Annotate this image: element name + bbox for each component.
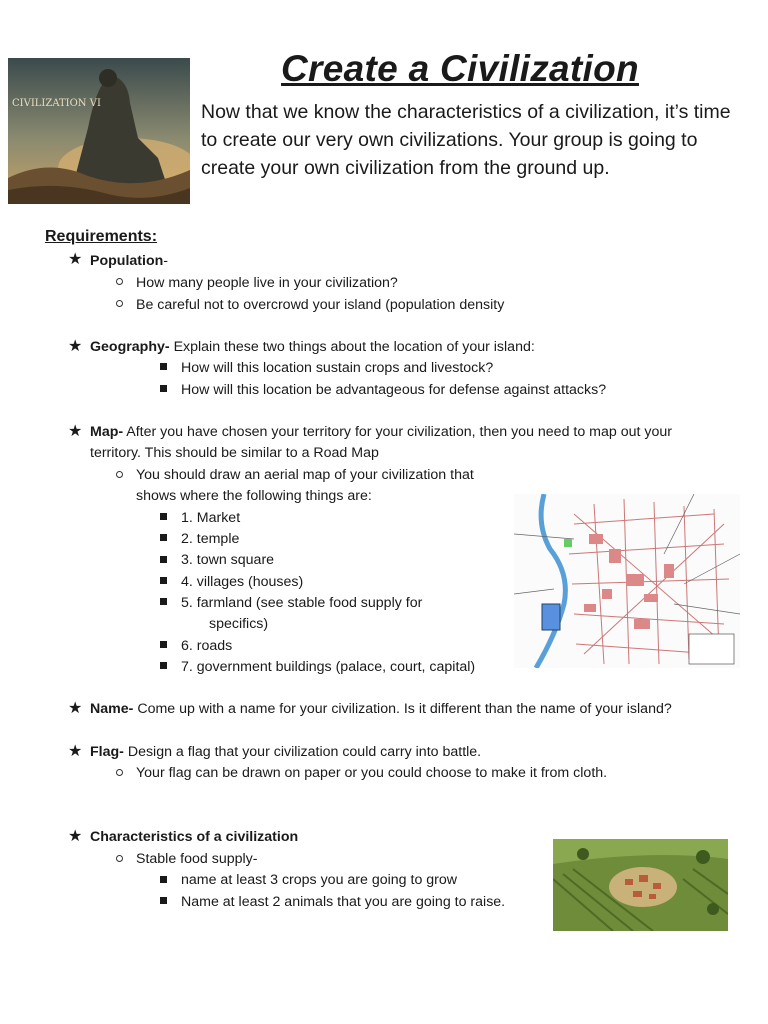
square-bullet-icon: [160, 662, 167, 669]
population-heading: Population-: [90, 253, 169, 269]
map-description-line: territory. This should be similar to a Road Map: [90, 445, 379, 461]
square-bullet-icon: [160, 598, 167, 605]
map-heading: Map- After you have chosen your territory for your civilization, then you need to map out your: [90, 424, 672, 440]
list-item: How will this location sustain crops and livestock?: [181, 360, 494, 376]
square-bullet-icon: [160, 513, 167, 520]
list-item: Name at least 2 animals that you are going to raise.: [181, 894, 506, 910]
list-item: 7. government buildings (palace, court, capital): [181, 659, 476, 675]
list-item: name at least 3 crops you are going to grow: [181, 872, 458, 888]
ancient-city-road-map-image: [514, 494, 740, 668]
characteristics-heading: Characteristics of a civilization: [90, 829, 299, 845]
star-bullet-icon: ★: [68, 423, 83, 440]
list-item: 5. farmland (see stable food supply for: [181, 595, 423, 611]
star-bullet-icon: ★: [68, 743, 83, 760]
list-item: 2. temple: [181, 531, 240, 547]
list-item: 4. villages (houses): [181, 574, 304, 590]
square-bullet-icon: [160, 577, 167, 584]
list-item: Be careful not to overcrowd your island (population density: [136, 297, 505, 313]
square-bullet-icon: [160, 876, 167, 883]
intro-paragraph: Now that we know the characteristics of a civilization, it’s time to create our very own civilizations. Your group is going to create your own civilization from the ground up.: [201, 101, 731, 179]
circle-bullet-icon: [116, 855, 123, 862]
requirements-heading: Requirements:: [45, 228, 158, 245]
list-item: 1. Market: [181, 510, 241, 526]
circle-bullet-icon: [116, 769, 123, 776]
page-title: Create a Civilization: [281, 48, 639, 89]
star-bullet-icon: ★: [68, 338, 83, 355]
flag-heading: Flag- Design a flag that your civilization could carry into battle.: [90, 744, 482, 760]
civilization-vi-cover-image: [8, 58, 190, 204]
list-item: How will this location be advantageous for defense against attacks?: [181, 382, 607, 398]
star-bullet-icon: ★: [68, 700, 83, 717]
list-item: Your flag can be drawn on paper or you could choose to make it from cloth.: [136, 765, 608, 781]
square-bullet-icon: [160, 556, 167, 563]
square-bullet-icon: [160, 385, 167, 392]
name-heading: Name- Come up with a name for your civilization. Is it different than the name of your island?: [90, 701, 672, 717]
square-bullet-icon: [160, 641, 167, 648]
list-item-continued: specifics): [209, 616, 269, 632]
list-item: 3. town square: [181, 552, 275, 568]
list-item: Stable food supply-: [136, 851, 258, 867]
circle-bullet-icon: [116, 300, 123, 307]
civilization-logo-text: CIVILIZATION VI: [12, 98, 101, 109]
list-item: You should draw an aerial map of your civilization that: [136, 467, 474, 483]
list-item-continued: shows where the following things are:: [136, 488, 372, 504]
circle-bullet-icon: [116, 471, 123, 478]
square-bullet-icon: [160, 897, 167, 904]
list-item: 6. roads: [181, 638, 233, 654]
star-bullet-icon: ★: [68, 251, 83, 268]
star-bullet-icon: ★: [68, 828, 83, 845]
circle-bullet-icon: [116, 278, 123, 285]
square-bullet-icon: [160, 534, 167, 541]
civilization-farmland-image: [553, 839, 728, 931]
square-bullet-icon: [160, 363, 167, 370]
list-item: How many people live in your civilization?: [136, 275, 398, 291]
geography-heading: Geography- Explain these two things about the location of your island:: [90, 339, 535, 355]
